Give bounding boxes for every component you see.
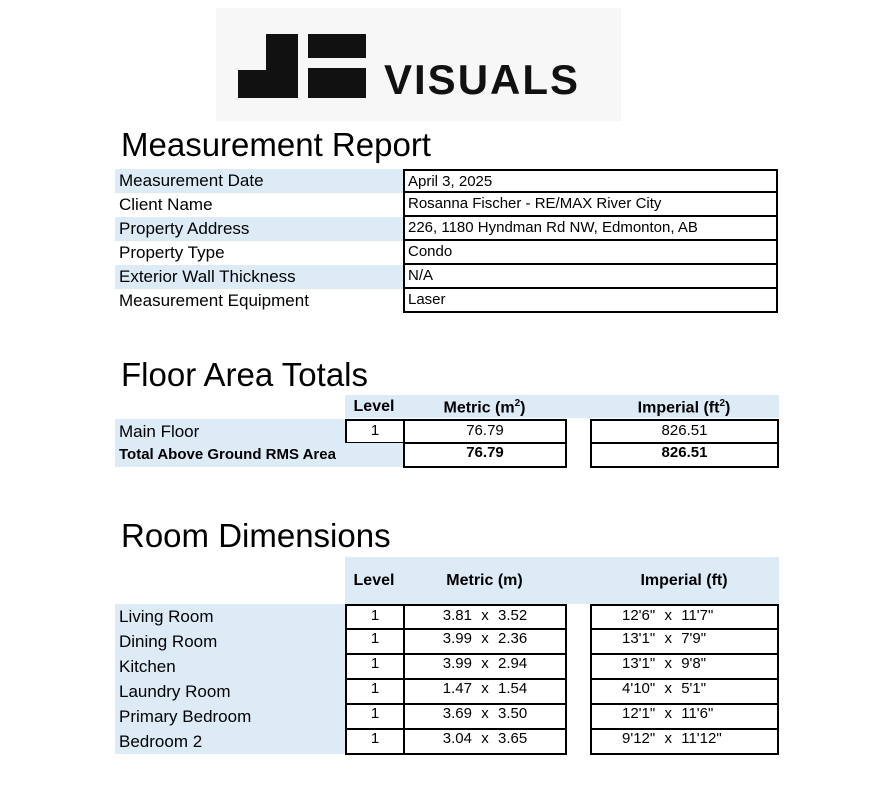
dimension-separator: x bbox=[481, 655, 489, 672]
room-imperial-length: 9'12" bbox=[622, 730, 656, 747]
room-imperial-width: 7'9" bbox=[681, 630, 707, 647]
room-imperial bbox=[590, 679, 779, 705]
report-field-value: 226, 1180 Hyndman Rd NW, Edmonton, AB bbox=[403, 217, 778, 241]
dimension-separator: x bbox=[664, 607, 672, 624]
dimension-separator: x bbox=[664, 630, 672, 647]
dimension-separator: x bbox=[481, 705, 489, 722]
dimension-separator: x bbox=[664, 730, 672, 747]
room-name: Kitchen bbox=[115, 654, 345, 679]
dimension-separator: x bbox=[481, 680, 489, 697]
report-field-label: Property Address bbox=[115, 217, 403, 241]
floor-row-label: Main Floor bbox=[115, 419, 345, 444]
room-metric bbox=[403, 629, 567, 655]
floor-header-imperial: Imperial $(ft^2)$ bbox=[637, 398, 731, 417]
dimension-separator: x bbox=[481, 607, 489, 624]
room-name: Laundry Room bbox=[115, 679, 345, 704]
dimension-separator: x bbox=[481, 730, 489, 747]
report-field-label: Exterior Wall Thickness bbox=[115, 265, 403, 289]
floor-total-label: Total Above Ground RMS Area bbox=[115, 443, 403, 467]
room-level: 1 bbox=[345, 679, 405, 705]
floor-total-imperial: 826.51 bbox=[590, 443, 779, 468]
room-imperial bbox=[590, 654, 779, 680]
floor-row-imperial: 826.51 bbox=[590, 419, 779, 444]
room-metric-length: 3.81 bbox=[442, 607, 472, 624]
room-metric-length: 1.47 bbox=[442, 680, 472, 697]
report-field-value: N/A bbox=[403, 265, 778, 289]
room-metric-width: 2.36 bbox=[498, 630, 528, 647]
room-level: 1 bbox=[345, 629, 405, 655]
dimension-separator: x bbox=[664, 680, 672, 697]
rooms-gap bbox=[565, 604, 592, 755]
room-imperial bbox=[590, 629, 779, 655]
floor-row-metric: 76.79 bbox=[403, 419, 567, 444]
room-metric-width: 3.52 bbox=[498, 607, 528, 624]
report-field-label: Measurement Date bbox=[115, 169, 403, 193]
rooms-title: Room Dimensions bbox=[121, 517, 391, 554]
room-metric bbox=[403, 679, 567, 705]
room-metric-length: 3.99 bbox=[442, 630, 472, 647]
room-imperial bbox=[590, 704, 779, 730]
report-field-value: Rosanna Fischer - RE/MAX River City bbox=[403, 193, 778, 217]
room-name: Bedroom 2 bbox=[115, 729, 345, 754]
floor-gap bbox=[565, 419, 592, 468]
report-field-value: Laser bbox=[403, 289, 778, 313]
room-level: 1 bbox=[345, 729, 405, 755]
room-imperial bbox=[590, 604, 779, 630]
report-field-label: Measurement Equipment bbox=[119, 291, 309, 310]
room-imperial bbox=[590, 729, 779, 755]
room-metric-width: 2.94 bbox=[498, 655, 528, 672]
room-imperial-width: 11'6" bbox=[681, 705, 714, 722]
room-level: 1 bbox=[345, 654, 405, 680]
rooms-header-metric: Metric (m) bbox=[446, 572, 523, 589]
report-field-value: Condo bbox=[403, 241, 778, 265]
room-imperial-width: 11'7" bbox=[681, 607, 714, 624]
room-metric-width: 3.50 bbox=[498, 705, 528, 722]
room-level: 1 bbox=[345, 604, 405, 630]
room-name: Living Room bbox=[115, 604, 345, 629]
room-metric bbox=[403, 729, 567, 755]
room-level: 1 bbox=[345, 704, 405, 730]
floor-header-level: Level bbox=[353, 398, 395, 415]
rooms-header-level: Level bbox=[353, 572, 395, 589]
room-imperial-width: 9'8" bbox=[681, 655, 707, 672]
floor-total-metric: 76.79 bbox=[403, 443, 567, 468]
logo-text: VISUALS bbox=[384, 56, 581, 103]
room-imperial-length: 13'1" bbox=[622, 630, 656, 647]
room-metric-length: 3.04 bbox=[442, 730, 472, 747]
floor-row-level: 1 bbox=[345, 419, 405, 444]
room-imperial-length: 12'6" bbox=[622, 607, 656, 624]
report-title: Measurement Report bbox=[121, 126, 431, 163]
room-metric-width: 1.54 bbox=[498, 680, 528, 697]
room-imperial-width: 5'1" bbox=[681, 680, 707, 697]
room-metric-length: 3.69 bbox=[442, 705, 472, 722]
room-name: Primary Bedroom bbox=[115, 704, 345, 729]
dimension-separator: x bbox=[664, 655, 672, 672]
floor-title: Floor Area Totals bbox=[121, 356, 369, 393]
room-imperial-width: 11'12" bbox=[681, 730, 722, 747]
room-metric bbox=[403, 654, 567, 680]
room-metric-length: 3.99 bbox=[442, 655, 472, 672]
room-metric bbox=[403, 604, 567, 630]
room-imperial-length: 13'1" bbox=[622, 655, 656, 672]
report-field-label: Client Name bbox=[119, 195, 213, 214]
logo-mark-icon bbox=[238, 34, 368, 98]
report-field-value: April 3, 2025 bbox=[403, 169, 778, 193]
floor-header-metric: Metric $(m^2)$ bbox=[443, 398, 526, 417]
room-metric-width: 3.65 bbox=[498, 730, 528, 747]
room-imperial-length: 4'10" bbox=[622, 680, 656, 697]
rooms-header-imperial: Imperial (ft) bbox=[640, 572, 728, 589]
report-field-label: Property Type bbox=[119, 243, 225, 262]
room-imperial-length: 12'1" bbox=[622, 705, 656, 722]
room-name: Dining Room bbox=[115, 629, 345, 654]
dimension-separator: x bbox=[664, 705, 672, 722]
dimension-separator: x bbox=[481, 630, 489, 647]
room-metric bbox=[403, 704, 567, 730]
